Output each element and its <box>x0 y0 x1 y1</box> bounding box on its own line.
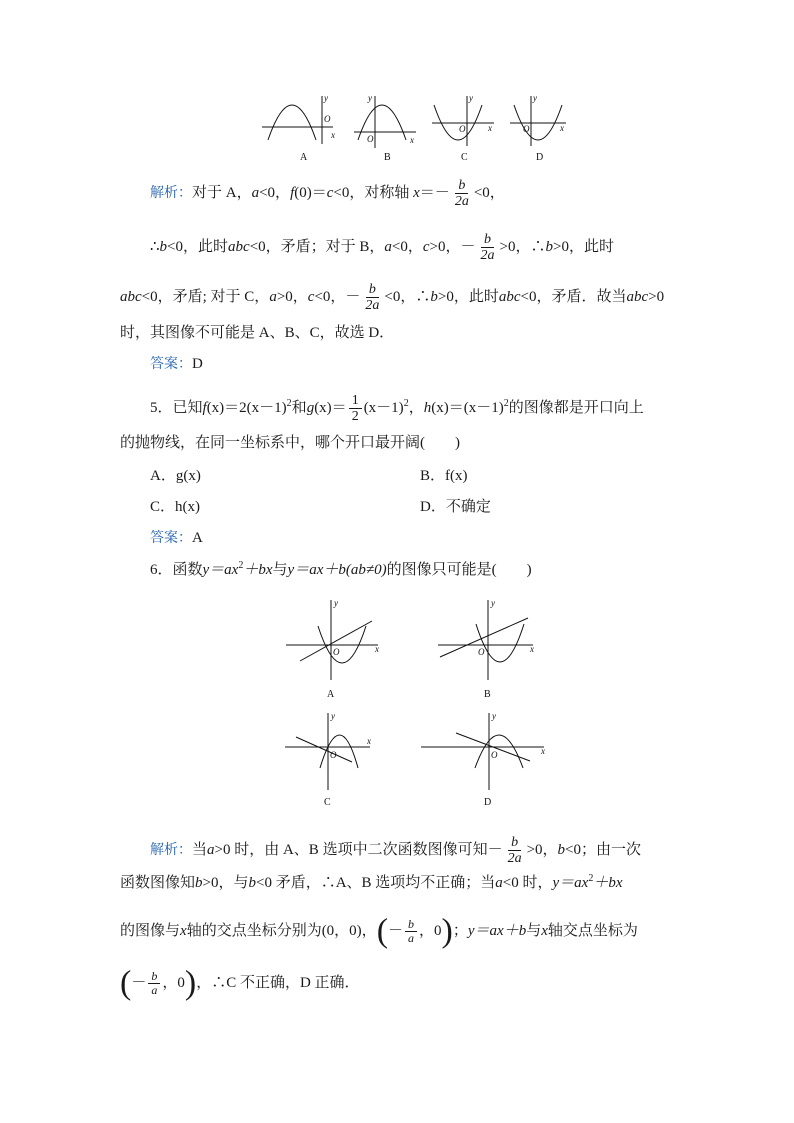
q6-graph-label: B <box>484 689 491 700</box>
q6-b-axis-y: y <box>491 598 495 608</box>
q6-c-origin: O <box>330 750 337 760</box>
q6-d-origin: O <box>491 750 498 760</box>
q5-option-a: A．g(x) <box>150 468 201 484</box>
q5-answer: 答案：A <box>150 530 203 546</box>
q6-b-axis-x: x <box>530 644 534 654</box>
q4-analysis-line3: abc<0，矛盾; 对于 C，a>0，c<0，－ $\frac{b}{2a}$ <0，∴b>0，此时abc<0，矛盾．故当abc>0 <box>120 282 665 313</box>
fraction: $\frac{b}{a}$ <box>405 918 417 945</box>
q4-d-origin: O <box>523 124 530 134</box>
q4-graph-label: C <box>461 152 468 163</box>
q4-d-axis-y: y <box>533 93 537 103</box>
q4-c-origin: O <box>459 124 466 134</box>
q4-c-axis-y: y <box>469 93 473 103</box>
q4-analysis-line1: 解析：对于 A，a<0，f(0)＝c<0，对称轴 x＝－ $\frac{b}{2a}$ <0， <box>150 178 505 209</box>
q4-graph-label: D <box>536 152 544 163</box>
q6-graph-label: A <box>327 689 335 700</box>
q4-a-axis-y: y <box>324 93 328 103</box>
q6-graph-label: C <box>324 797 331 808</box>
q6-analysis-line4: (－ $\frac{b}{a}$ ，0)，∴C 不正确，D 正确． <box>120 964 360 1002</box>
q6-graph-a <box>286 600 378 680</box>
q5-stem-line1: 5．已知$f(x)=2(x-1)^2$和g(x)＝ $\frac{1}{2}$ $(x-1)^2$，$h(x)=(x-1)^2$的图像都是开口向上 <box>150 393 644 424</box>
q4-graph-a <box>262 96 333 144</box>
q6-c-axis-y: y <box>331 711 335 721</box>
q6-a-axis-y: y <box>334 598 338 608</box>
q4-graphs <box>0 0 794 170</box>
fraction: $\frac{b}{2a}$ <box>480 232 495 263</box>
q5-option-b: B．f(x) <box>420 468 468 484</box>
q4-a-origin: O <box>324 114 331 124</box>
q6-graph-c <box>285 713 370 790</box>
q6-graph-b <box>438 600 533 680</box>
q6-a-origin: O <box>333 647 340 657</box>
q4-graph-label: B <box>384 152 391 163</box>
fraction: $\frac{b}{2a}$ <box>454 178 469 209</box>
q4-b-axis-y: y <box>368 93 372 103</box>
q4-b-origin: O <box>367 134 374 144</box>
q4-graph-c <box>432 96 494 146</box>
q4-analysis-line4: 时，其图像不可能是 A、B、C，故选 D． <box>120 325 395 341</box>
q6-analysis-line1: 解析：当a>0 时，由 A、B 选项中二次函数图像可知－ $\frac{b}{2a}$ >0，b<0；由一次 <box>150 835 642 866</box>
q6-analysis-line2: 函数图像知b>0，与b<0 矛盾，∴A、B 选项均不正确；当a<0 时，$y=ax^2+bx$ <box>120 873 623 891</box>
q4-graph-b <box>354 96 416 148</box>
analysis-label: 解析： <box>150 184 192 201</box>
fraction: $\frac{b}{2a}$ <box>365 282 380 313</box>
q6-graph-label: D <box>484 797 492 808</box>
q6-d-axis-x: x <box>541 746 545 756</box>
q4-graph-d <box>510 96 566 146</box>
q4-b-axis-x: x <box>410 135 414 145</box>
q6-b-origin: O <box>478 647 485 657</box>
q6-c-axis-x: x <box>367 736 371 746</box>
q4-d-axis-x: x <box>560 123 564 133</box>
q6-analysis-line3: 的图像与x轴的交点坐标分别为(0，0)，(－ $\frac{b}{a}$ ，0)；y＝ax＋b与x轴交点坐标为 <box>120 912 638 950</box>
q4-graph-label: A <box>300 152 308 163</box>
q4-a-axis-x: x <box>331 130 335 140</box>
q4-answer: 答案：D <box>150 356 203 372</box>
q4-analysis-line2: ∴b<0，此时abc<0，矛盾；对于 B，a<0，c>0，－ $\frac{b}{2a}$ >0，∴b>0，此时 <box>150 232 614 263</box>
q6-d-axis-y: y <box>492 711 496 721</box>
fraction: $\frac{1}{2}$ <box>349 393 362 424</box>
q4-c-axis-x: x <box>488 123 492 133</box>
fraction: $\frac{b}{2a}$ <box>507 835 522 866</box>
fraction: $\frac{b}{a}$ <box>148 970 160 997</box>
q5-option-c: C．h(x) <box>150 499 200 515</box>
q6-stem: 6．函数$y=ax^2+bx$与y＝ax＋b(ab≠0)的图像只可能是( ) <box>150 560 532 578</box>
q5-option-d: D．不确定 <box>420 499 491 515</box>
q6-a-axis-x: x <box>375 644 379 654</box>
q6-graph-d <box>421 713 544 790</box>
q5-stem-line2: 的抛物线，在同一坐标系中，哪个开口最开阔( ) <box>120 435 460 451</box>
q6-graphs <box>0 590 794 830</box>
